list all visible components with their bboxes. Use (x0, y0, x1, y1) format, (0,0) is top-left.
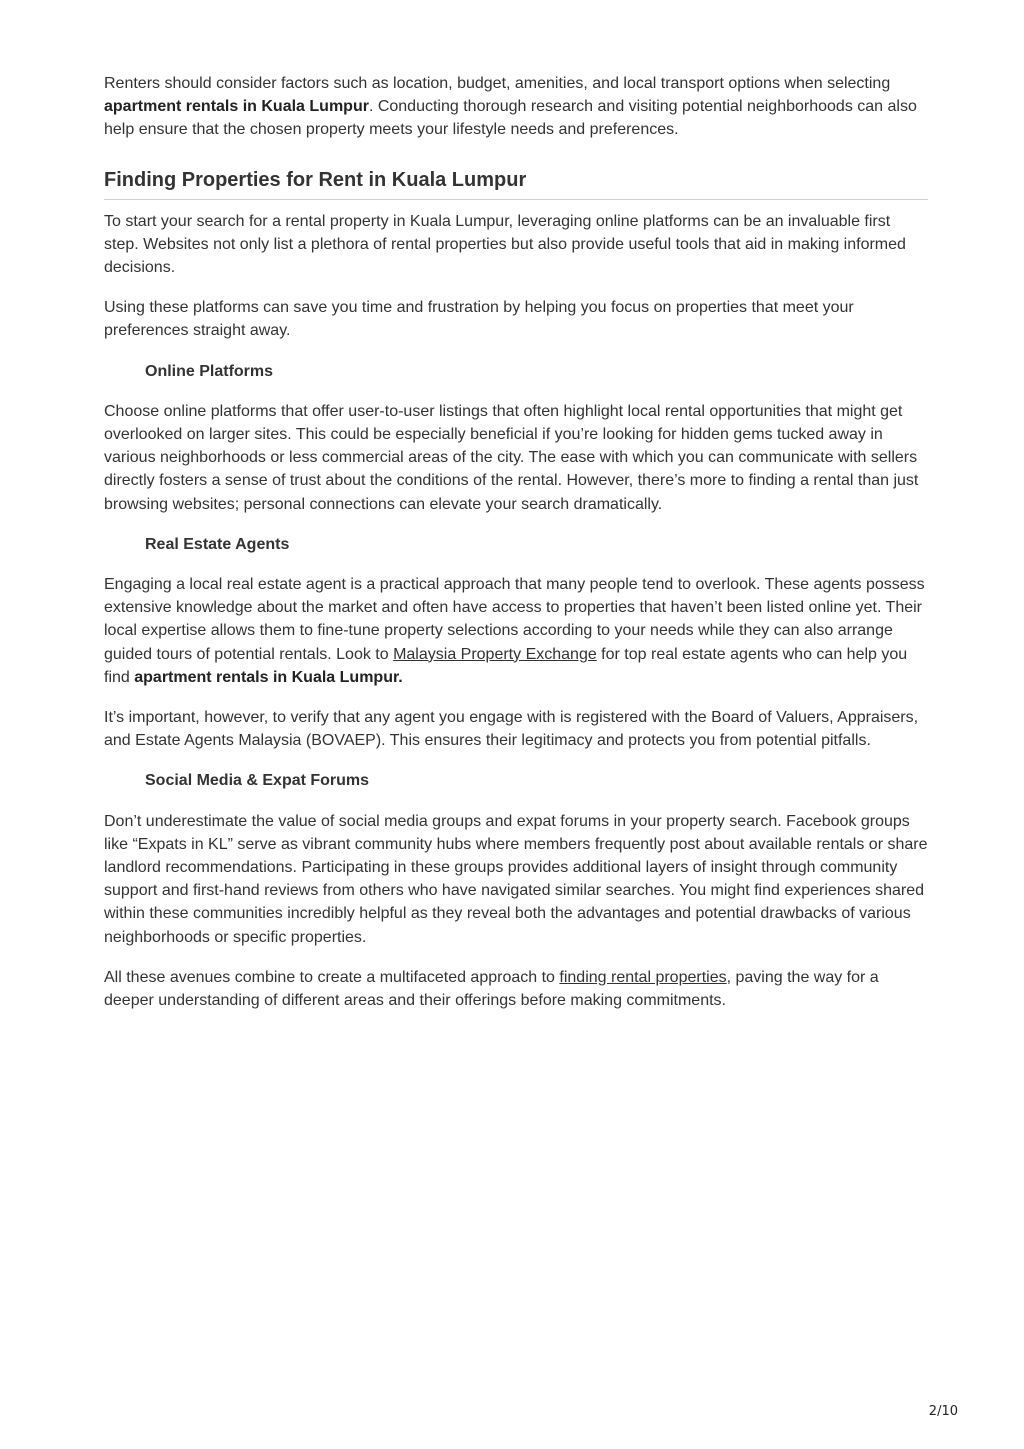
real-estate-agents-paragraph-1 (104, 573, 928, 689)
finding-rental-properties-link[interactable]: finding rental properties (559, 968, 727, 986)
online-platforms-heading: Online Platforms (145, 362, 274, 380)
intro-text: Renters should consider factors such as location, budget, amenities, and local transport options when selecting (104, 75, 891, 92)
avenues-text: All these avenues combine to create a multifaceted approach to (104, 968, 560, 986)
intro-bold-keyword: apartment rentals in Kuala Lumpur (104, 98, 369, 116)
malaysia-property-exchange-link[interactable]: Malaysia Property Exchange (393, 645, 597, 663)
online-platforms-paragraph: Choose online platforms that offer user-to-user listings that often highlight local rental opportunities that might get overlooked on larger sites. This could be especially beneficial if you’re looking for hidden gems tucked away in various neighborhoods or less commercial areas of the city. The ease with which you can communicate with sellers directly fosters a sense of trust about the conditions of the rental. However, there’s more to finding a rental than just browsing websites; personal connections can elevate your search dramatically. (104, 402, 919, 513)
avenues-text-continued: , paving the way for a deeper understanding of different areas and their offerings before making commitments. (104, 968, 879, 1010)
section-paragraph-2: Using these platforms can save you time and frustration by helping you focus on properties that meet your preferences straight away. (104, 299, 854, 340)
social-media-paragraph-1: Don’t underestimate the value of social media groups and expat forums in your property search. Facebook groups like “Expats in KL” serve as vibrant community hubs where members frequently post about available rentals or share landlord recommendations. Participating in these groups provides additional layers of insight through community support and first-hand reviews from others who have navigated similar searches. You might find experiences shared within these communities incredibly helpful as they reveal both the advantages and potential drawbacks of various neighborhoods or specific properties. (104, 812, 928, 946)
real-estate-agents-paragraph-2: It’s important, however, to verify that any agent you engage with is registered with the Board of Valuers, Appraisers, and Estate Agents Malaysia (BOVAEP). This ensures their legitimacy and protects you from potential pitfalls. (104, 709, 919, 750)
section-heading: Finding Properties for Rent in Kuala Lumpur (104, 167, 928, 200)
social-media-paragraph-2 (104, 966, 928, 1012)
intro-text-continued: . Conducting thorough research and visiting potential neighborhoods can also help ensure that the chosen property meets your lifestyle needs and preferences. (104, 98, 917, 139)
real-estate-agents-heading: Real Estate Agents (145, 535, 290, 553)
agents-bold-keyword: apartment rentals in Kuala Lumpur. (134, 668, 403, 686)
agents-text: Engaging a local real estate agent is a practical approach that many people tend to overlook. These agents possess extensive knowledge about the market and often have access to properties that haven’t been listed online yet. Their local expertise allows them to fine-tune property selections according to your needs while they can also arrange guided tours of potential rentals. Look to (104, 576, 925, 663)
social-media-heading: Social Media & Expat Forums (145, 772, 370, 790)
document-page (104, 72, 928, 1029)
agents-text-continued: for top real estate agents who can help you find (104, 645, 908, 686)
page-number: 2/10 (928, 1404, 958, 1419)
intro-paragraph (104, 72, 928, 142)
section-paragraph-1: To start your search for a rental property in Kuala Lumpur, leveraging online platforms can be an invaluable first step. Websites not only list a plethora of rental properties but also provide useful tools that aid in making informed decisions. (104, 212, 906, 277)
